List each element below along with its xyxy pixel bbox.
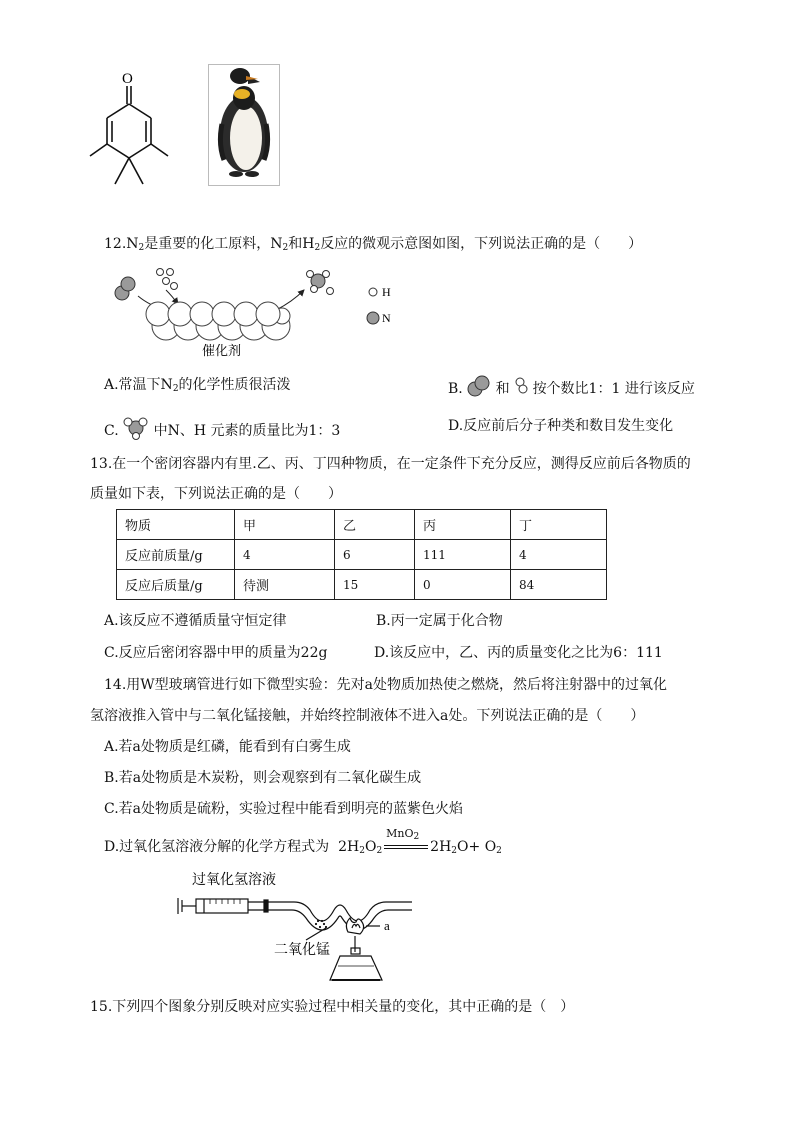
q13-option-b: B.丙一定属于化合物 bbox=[376, 613, 503, 629]
table-cell: 6 bbox=[335, 540, 415, 570]
table-cell: 反应后质量/g bbox=[117, 570, 235, 600]
equation-lhs: $2H_2O_2$ bbox=[338, 839, 383, 856]
h2-molecule-icon bbox=[514, 375, 528, 397]
nh3-molecule-icon bbox=[123, 416, 149, 440]
table-row bbox=[117, 510, 607, 540]
table-cell: 4 bbox=[235, 540, 335, 570]
molecule-structure-figure bbox=[82, 66, 174, 190]
q13-option-c: C.反应后密闭容器中甲的质量为22g bbox=[104, 645, 328, 661]
q12-reaction-diagram bbox=[108, 264, 408, 360]
table-header-cell: 丙 bbox=[415, 510, 511, 540]
q12-option-b: B. 和 按个数比1：1 进行该反应 bbox=[448, 375, 695, 399]
q14-option-c: C.若a处物质是硫粉，实验过程中能看到明亮的蓝紫色火焰 bbox=[104, 801, 464, 817]
table-cell: 84 bbox=[511, 570, 607, 600]
catalyst-label: 催化剂 bbox=[202, 344, 242, 359]
q12-option-d: D.反应前后分子种类和数目发生变化 bbox=[448, 418, 674, 434]
q13-stem-line1: 13.在一个密闭容器内有里.乙、丙、丁四种物质，在一定条件下充分反应，测得反应前后各物质的 bbox=[90, 456, 691, 472]
penguin-photo bbox=[208, 64, 280, 186]
legend-n-label: N bbox=[382, 311, 391, 325]
table-cell: 待测 bbox=[235, 570, 335, 600]
molecule-oxygen-label: O bbox=[122, 71, 133, 87]
table-header-cell: 甲 bbox=[235, 510, 335, 540]
q13-option-a: A.该反应不遵循质量守恒定律 bbox=[104, 613, 287, 629]
w-tube-apparatus-figure bbox=[176, 866, 416, 994]
q12-option-c: C. 中N、H 元素的质量比为1：3 bbox=[104, 416, 340, 441]
q14-stem-line1: 14.用W型玻璃管进行如下微型实验：先对a处物质加热使之燃烧，然后将注射器中的过氧化 bbox=[104, 677, 667, 693]
apparatus-side-label: 二氧化锰 bbox=[274, 942, 330, 958]
table-row bbox=[117, 540, 607, 570]
legend-h-label: H bbox=[382, 285, 391, 299]
equation-rhs: $2H_2O+ O_2$ bbox=[430, 839, 502, 856]
equation-arrow bbox=[382, 827, 430, 857]
q15-stem: 15.下列四个图象分别反映对应实验过程中相关量的变化，其中正确的是（ ） bbox=[90, 999, 575, 1015]
q14-option-a: A.若a处物质是红磷，能看到有白雾生成 bbox=[104, 739, 351, 755]
q12-option-a: A.常温下$N_2$的化学性质很活泼 bbox=[104, 377, 291, 394]
n2-molecule-icon bbox=[467, 375, 491, 397]
table-header-cell: 丁 bbox=[511, 510, 607, 540]
table-cell: 4 bbox=[511, 540, 607, 570]
q14-stem-line2: 氢溶液推入管中与二氧化锰接触，并始终控制液体不进入a处。下列说法正确的是（ ） bbox=[90, 708, 645, 724]
table-cell: 111 bbox=[415, 540, 511, 570]
q14-option-d: D.过氧化氢溶液分解的化学方程式为 $2H_2O_2$ MnO$_2$ $2H_2O+ O_2$ bbox=[104, 837, 502, 861]
apparatus-a-label: a bbox=[384, 918, 390, 933]
apparatus-top-label: 过氧化氢溶液 bbox=[192, 872, 276, 888]
q13-option-d: D.该反应中，乙、丙的质量变化之比为6：111 bbox=[374, 645, 663, 661]
table-row bbox=[117, 570, 607, 600]
table-cell: 0 bbox=[415, 570, 511, 600]
q13-stem-line2: 质量如下表，下列说法正确的是（ ） bbox=[90, 486, 342, 502]
table-cell: 反应前质量/g bbox=[117, 540, 235, 570]
q13-mass-table bbox=[116, 509, 607, 600]
table-header-cell: 乙 bbox=[335, 510, 415, 540]
table-cell: 15 bbox=[335, 570, 415, 600]
table-header-cell: 物质 bbox=[117, 510, 235, 540]
q14-option-b: B.若a处物质是木炭粉，则会观察到有二氧化碳生成 bbox=[104, 770, 422, 786]
q12-stem: $12.N_2$是重要的化工原料，$N_2$和$H_2$反应的微观示意图如图，下列说法正确的是（ ） bbox=[104, 236, 643, 253]
equation-catalyst: MnO$_2$ bbox=[386, 827, 420, 842]
